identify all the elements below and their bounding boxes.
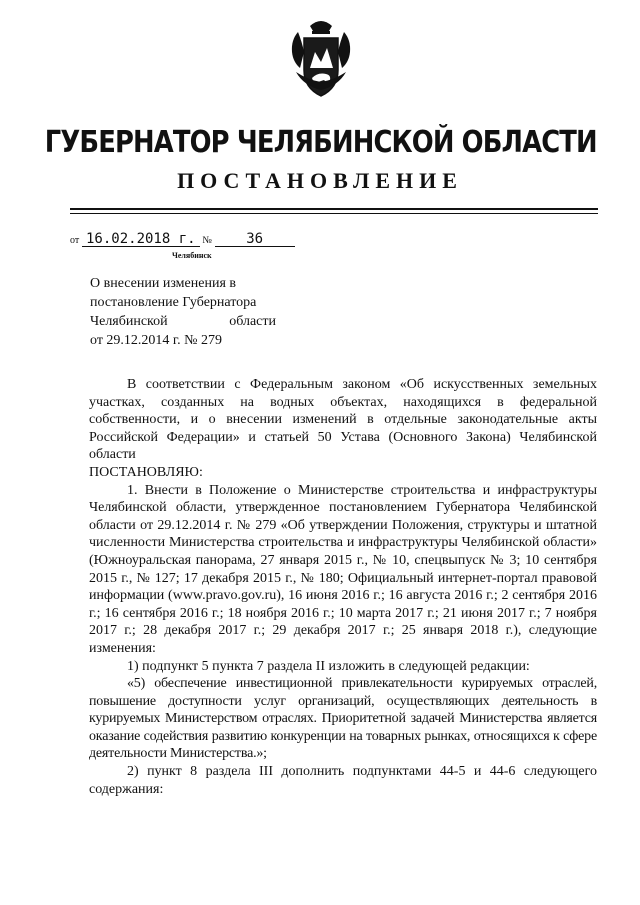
decree-body <box>89 376 597 798</box>
subject-line: Челябинской области <box>90 314 276 329</box>
coat-of-arms-icon <box>288 18 354 100</box>
issue-city: Челябинск <box>172 251 212 260</box>
header-rule-thin <box>70 213 598 214</box>
date-number-line <box>70 232 295 247</box>
subject-line: О внесении изменения в <box>90 276 236 291</box>
number-label: № <box>202 235 212 246</box>
decree-word: ПОСТАНОВЛЯЮ: <box>89 464 203 480</box>
document-date: 16.02.2018 г. <box>82 232 200 247</box>
document-subject <box>90 274 276 350</box>
issuer-title: ГУБЕРНАТОР ЧЕЛЯБИНСКОЙ ОБЛАСТИ <box>44 125 597 160</box>
subject-line: от 29.12.2014 г. № 279 <box>90 333 222 348</box>
document-type-title: ПОСТАНОВЛЕНИЕ <box>177 168 463 193</box>
subitem-1-paragraph: 1) подпункт 5 пункта 7 раздела II изложить в следующей редакции: <box>127 658 530 674</box>
preamble-paragraph: В соответствии с Федеральным законом «Об искусственных земельных участках, созданных на водных объектах, находящихся в федеральной собственности, и о внесении изменений в отдельные законодательные акты Российской Федерации» и статьей 50 Устава (Основного Закона) Челябинской области <box>89 377 597 463</box>
item-1-paragraph: 1. Внести в Положение о Министерстве строительства и инфраструктуры Челябинской области, утвержденное постановлением Губернатора Челябинской области от 29.12.2014 г. № 279 «Об утверждении Положения, структуры и штатной численности Министерства строительства и инфраструктуры Челябинской области» (Южноуральская панорама, 27 января 2015 г., № 10, спецвыпуск № 3; 10 сентября 2015 г., № 127; 17 декабря 2015 г., № 180; Официальный интернет-портал правовой информации (www.pravo.gov.ru), 16 июня 2016 г.; 16 августа 2016 г.; 2 сентября 2016 г.; 16 сентября 2016 г.; 18 ноября 2016 г.; 10 марта 2017 г.; 21 июня 2017 г.; 7 ноября 2017 г.; 28 декабря 2017 г.; 29 декабря 2017 г.; 25 января 2018 г.), следующие изменения: <box>89 482 597 656</box>
date-from-label: от <box>70 235 80 246</box>
quoted-subitem-5-paragraph: «5) обеспечение инвестиционной привлекательности курируемых отраслей, повышение доступности услуг организаций, осуществляющих деятельность в курируемых Министерством отраслях. Приоритетной задачей Министерства является оказание содействия развитию конкуренции на товарных рынках, относящихся к сфере деятельности Министерства.»; <box>89 676 597 762</box>
subject-line: постановление Губернатора <box>90 295 257 310</box>
subitem-2-paragraph: 2) пункт 8 раздела III дополнить подпунктами 44-5 и 44-6 следующего содержания: <box>89 764 597 797</box>
header-rule-thick <box>70 208 598 210</box>
document-number: 36 <box>215 232 295 247</box>
